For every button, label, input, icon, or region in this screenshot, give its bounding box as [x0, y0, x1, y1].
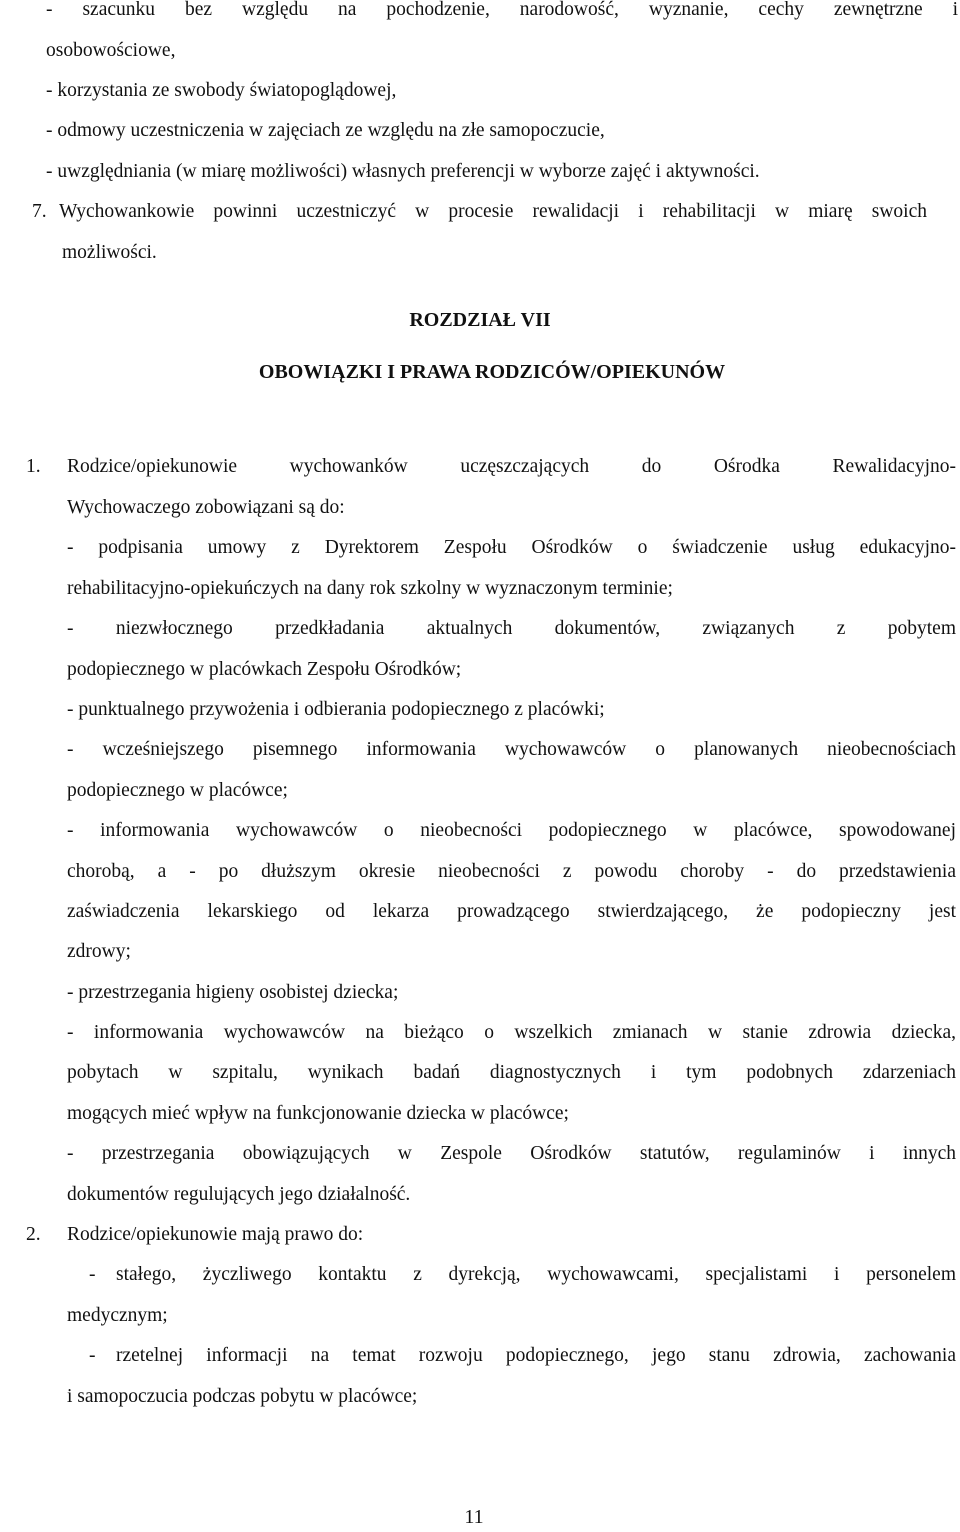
item-text: zdrowy;: [67, 941, 131, 962]
item-text: - informowania wychowawców o nieobecności podopiecznego w placówce, spowodowanej: [67, 820, 956, 841]
item-text: Wychowankowie powinni uczestniczyć w procesie rewalidacji i rehabilitacji w miarę swoich: [59, 201, 927, 222]
item-text: pobytach w szpitalu, wynikach badań diagnostycznych i tym podobnych zdarzeniach: [67, 1062, 956, 1083]
item-text: rehabilitacyjno-opiekuńczych na dany rok szkolny w wyznaczonym terminie;: [67, 578, 673, 599]
item-text: możliwości.: [62, 242, 157, 263]
item-text: podopiecznego w placówce;: [67, 780, 288, 801]
page-number: 11: [464, 1506, 484, 1528]
item-text: stałego, życzliwego kontaktu z dyrekcją, wychowawcami, specjalistami i personelem: [116, 1264, 956, 1285]
item-text: - wcześniejszego pisemnego informowania wychowawców o planowanych nieobecnościach: [67, 739, 956, 760]
item-text: Rodzice/opiekunowie mają prawo do:: [67, 1224, 364, 1245]
item-text: - przestrzegania obowiązujących w Zespole Ośrodków statutów, regulaminów i innych: [67, 1143, 956, 1164]
item-text: dokumentów regulujących jego działalność.: [67, 1184, 411, 1205]
item-text: - niezwłocznego przedkładania aktualnych dokumentów, związanych z pobytem: [67, 618, 956, 639]
list-number: 2.: [26, 1224, 41, 1245]
bullet-dash: -: [89, 1345, 96, 1366]
item-text: rzetelnej informacji na temat rozwoju podopiecznego, jego stanu zdrowia, zachowania: [116, 1345, 956, 1366]
item-text: mogących mieć wpływ na funkcjonowanie dziecka w placówce;: [67, 1103, 569, 1124]
intro-line: osobowościowe,: [46, 40, 176, 61]
item-text: zaświadczenia lekarskiego od lekarza prowadzącego stwierdzającego, że podopieczny jest: [67, 901, 956, 922]
chapter-subheading: OBOWIĄZKI I PRAWA RODZICÓW/OPIEKUNÓW: [258, 361, 726, 383]
intro-line: - korzystania ze swobody światopoglądowej,: [46, 80, 397, 101]
item-text: chorobą, a - po dłuższym okresie nieobecności z powodu choroby - do przedstawienia: [67, 861, 956, 882]
item-text: - przestrzegania higieny osobistej dziecka;: [67, 982, 399, 1003]
chapter-heading: ROZDZIAŁ VII: [409, 309, 551, 331]
list-number: 1.: [26, 456, 41, 477]
intro-line: - odmowy uczestniczenia w zajęciach ze względu na złe samopoczucie,: [46, 120, 605, 141]
item-text: i samopoczucia podczas pobytu w placówce;: [67, 1386, 418, 1407]
bullet-dash: -: [89, 1264, 96, 1285]
list-number: 7.: [32, 201, 47, 222]
item-text: podopiecznego w placówkach Zespołu Ośrodków;: [67, 659, 462, 680]
item-text: - punktualnego przywożenia i odbierania podopiecznego z placówki;: [67, 699, 605, 720]
item-text: - podpisania umowy z Dyrektorem Zespołu Ośrodków o świadczenie usług edukacyjno-: [67, 537, 956, 558]
item-text: - informowania wychowawców na bieżąco o wszelkich zmianach w stanie zdrowia dziecka,: [67, 1022, 956, 1043]
item-text: Rodzice/opiekunowie wychowanków uczęszczających do Ośrodka Rewalidacyjno-: [67, 456, 956, 477]
item-text: Wychowaczego zobowiązani są do:: [67, 497, 345, 518]
intro-line: - szacunku bez względu na pochodzenie, narodowość, wyznanie, cechy zewnętrzne i: [46, 0, 958, 20]
intro-line: - uwzględniania (w miarę możliwości) własnych preferencji w wyborze zajęć i aktywności.: [46, 161, 760, 182]
item-text: medycznym;: [67, 1305, 168, 1326]
